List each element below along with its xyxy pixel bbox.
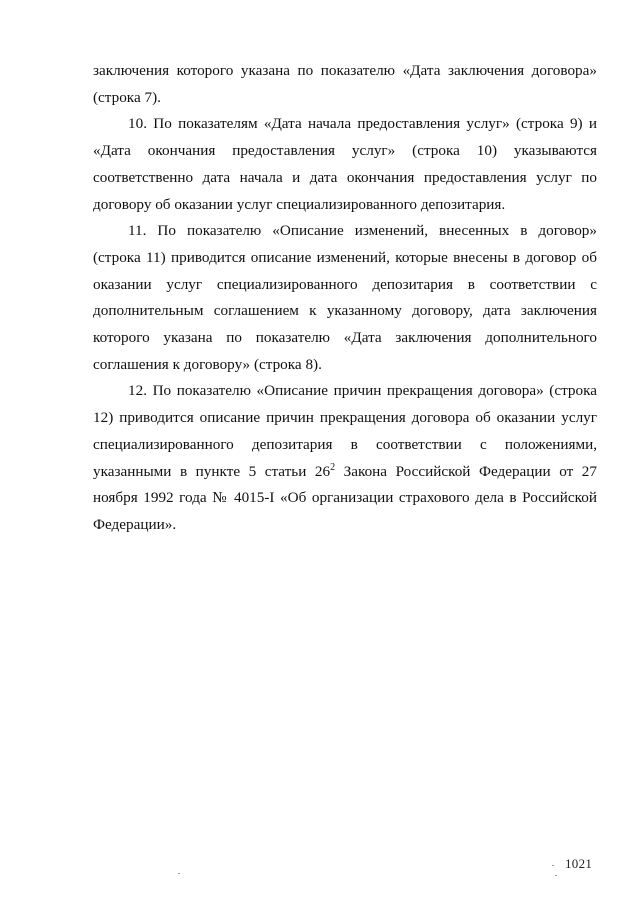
document-body (93, 58, 597, 539)
paragraph-12 (93, 378, 597, 538)
scan-mark (555, 875, 557, 876)
paragraph-10: 10. По показателям «Дата начала предоставления услуг» (строка 9) и «Дата окончания предоставления услуг» (строка 10) указываются соответственно дата начала и дата окончания предоставления услуг по договору об оказании услуг специализированного депозитария. (93, 115, 597, 213)
scan-mark (178, 873, 180, 874)
article-superscript: 2 (330, 461, 336, 473)
paragraph-12-text-before: 12. По показателю «Описание причин прекращения договора» (строка 12) приводится описание причин прекращения договора об оказании услуг специализированного депозитария в соответствии с положениями, указанными в пункте 5 статьи 26 (93, 382, 597, 480)
paragraph-11: 11. По показателю «Описание изменений, внесенных в договор» (строка 11) приводится описание изменений, которые внесены в договор об оказании услуг специализированного депозитария в соответствии с дополнительным соглашением к указанному договору, дата заключения которого указана по показателю «Дата заключения дополнительного соглашения к договору» (строка 8). (93, 222, 597, 373)
paragraph-12-text-after: Закона Российской Федерации от 27 ноября 1992 года № 4015-I «Об организации страхового дела в Российской Федерации». (93, 462, 597, 533)
page-number: 1021 (565, 856, 593, 871)
scan-mark (552, 865, 554, 866)
paragraph-continuation: заключения которого указана по показателю «Дата заключения договора» (строка 7). (93, 62, 597, 106)
